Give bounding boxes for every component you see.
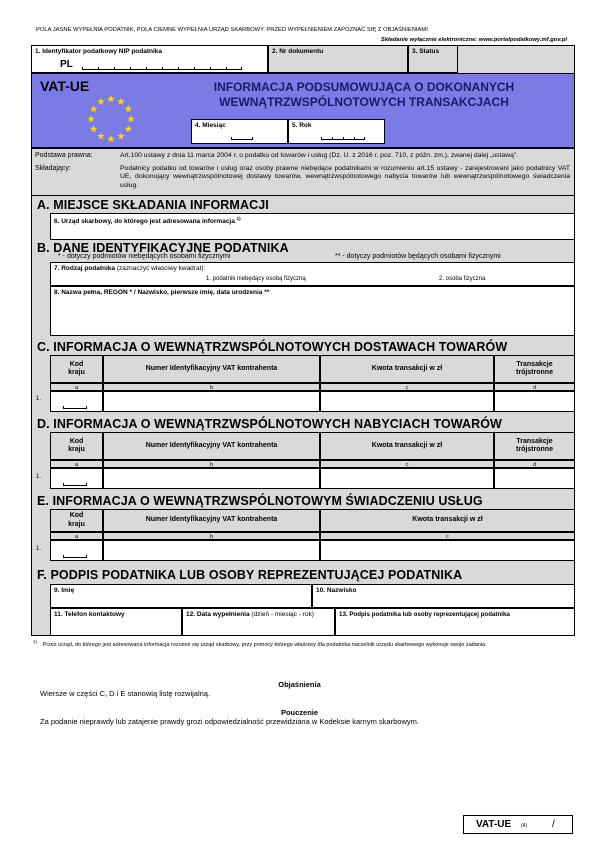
section-c-country-code[interactable]: [50, 391, 103, 412]
section-e-country-code[interactable]: [50, 540, 103, 561]
footnote: [33, 639, 573, 648]
signature-label: 13. Podpis podatnika lub osoby reprezentującej podatnika: [339, 611, 510, 618]
first-name-label: 9. Imię: [54, 587, 75, 594]
full-name-label: 8. Nazwa pełna, REGON * / Nazwisko, pierwsze imię, data urodzenia **: [54, 289, 270, 296]
eu-star-icon: [125, 125, 133, 132]
explanations-title: Objaśnienia: [278, 680, 321, 689]
eu-star-icon: [90, 105, 98, 112]
eu-star-icon: [97, 132, 105, 139]
section-b-note1: * - dotyczy podmiotów niebędących osobami fizycznymi: [58, 253, 231, 260]
nip-label: 1. Identyfikator podatkowy NIP podatnika: [35, 48, 163, 55]
month-label: 4. Miesiąc: [195, 122, 226, 129]
section-e-country-comb: [63, 555, 87, 558]
instruction-text: Za podanie nieprawdy lub zatajenie prawdy grozi odpowiedzialność przewidziana w Kodeksie karnym skarbowym.: [40, 717, 419, 726]
option-legal-entity[interactable]: 1. podatnik niebędący osobą fizyczną: [206, 276, 306, 282]
tax-office-label-text: 6. Urząd skarbowy, do którego jest adresowana informacja: [54, 218, 235, 226]
footer-version: (4): [521, 823, 528, 829]
tax-office-field[interactable]: [50, 213, 575, 240]
top-note: POLA JASNE WYPEŁNIA PODATNIK, POLA CIEMNE WYPEŁNIA URZĄD SKARBOWY. PRZED WYPEŁNIENIEM ZAPOZNAĆ SIĘ Z OBJAŚNIENIAMI: [36, 27, 428, 33]
eu-star-icon: [90, 125, 98, 132]
eu-star-icon: [107, 135, 115, 142]
section-c-letter-a: a: [50, 383, 103, 391]
basis-label: Podstawa prawna:: [35, 152, 93, 159]
form-title-line1: INFORMACJA PODSUMOWUJĄCA O DOKONANYCH: [213, 80, 515, 94]
instruction-title: Pouczenie: [280, 708, 319, 717]
section-d-vat-number[interactable]: [103, 468, 320, 489]
month-field[interactable]: [191, 119, 288, 144]
section-d-col-b: Numer Identyfikacyjny VAT kontrahenta: [103, 432, 320, 460]
year-comb: [321, 137, 365, 140]
explanations-text: Wiersze w części C, D i E stanowią listę rozwijalną.: [40, 689, 211, 698]
section-b-title: B. DANE IDENTYFIKACYJNE PODATNIKA: [37, 241, 289, 255]
section-e-col-a: Kod kraju: [50, 509, 103, 532]
footer-code: VAT-UE: [476, 819, 512, 830]
section-c-letter-c: c: [320, 383, 494, 391]
section-c-letter-b: b: [103, 383, 320, 391]
section-c-vat-number[interactable]: [103, 391, 320, 412]
full-name-field[interactable]: [50, 286, 575, 336]
option-natural-person[interactable]: 2. osoba fizyczna: [439, 276, 486, 282]
section-c-col-c: Kwota transakcji w zł: [320, 355, 494, 383]
section-d-letter-b: b: [103, 460, 320, 468]
date-label: [186, 611, 314, 618]
section-e-letter-a: a: [50, 532, 103, 540]
date-label-text: 12. Data wypełnienia: [186, 611, 250, 618]
section-f-title: F. PODPIS PODATNIKA LUB OSOBY REPREZENTUJĄCEJ PODATNIKA: [37, 568, 463, 582]
eu-star-icon: [117, 98, 125, 105]
last-name-field[interactable]: [312, 584, 575, 608]
taxpayer-type-label-text: 7. Rodzaj podatnika: [54, 265, 116, 272]
status-label: 3. Status: [412, 48, 440, 55]
title-banner: [31, 73, 575, 148]
section-e-letter-c: c: [320, 532, 575, 540]
section-d-title: D. INFORMACJA O WEWNĄTRZWSPÓLNOTOWYCH NABYCIACH TOWARÓW: [37, 417, 502, 431]
eu-star-icon: [107, 95, 115, 102]
taxpayer-type-label: [54, 265, 205, 272]
section-e-vat-number[interactable]: [103, 540, 320, 561]
basis-text: Art.100 ustawy z dnia 11 marca 2004 r. o podatku od towarów i usług (Dz. U. z 2016 r. poz. 710, z późn. zm.), zwanej dalej „ustawą”.: [120, 152, 519, 159]
section-d-letter-a: a: [50, 460, 103, 468]
document-number-label: 2. Nr dokumentu: [272, 48, 324, 55]
section-d-triangular[interactable]: [494, 468, 575, 489]
section-d-row-number: 1.: [36, 474, 42, 480]
document-number-field: [268, 45, 408, 73]
section-d-amount[interactable]: [320, 468, 494, 489]
section-d-country-comb: [63, 483, 87, 486]
legal-block: [31, 148, 575, 196]
section-e-col-b: Numer Identyfikacyjny VAT kontrahenta: [103, 509, 320, 532]
filers-text: Podatnicy podatku od towarów i usług oraz osoby prawne niebędące podatnikami w rozumieniu art.15 ustawy - zarejestrowani jako podatnicy VAT UE, dokonujący wewnątrzwspólnotowej dostawy towarów, wewnątrzwspólnotowego nabycia towarów lub wewnątrzwspólnotowego świadczenia usług.: [120, 165, 570, 189]
section-c-letter-d: d: [494, 383, 575, 391]
section-e-amount[interactable]: [320, 540, 575, 561]
section-a-title: A. MIEJSCE SKŁADANIA INFORMACJI: [37, 198, 269, 212]
taxpayer-type-hint: (zaznaczyć właściwy kwadrat):: [116, 265, 206, 272]
eu-star-icon: [117, 132, 125, 139]
eu-star-icon: [87, 115, 95, 122]
date-hint: (dzień - miesiąc - rok): [251, 611, 314, 618]
nip-prefix: PL: [60, 59, 73, 70]
section-c-title: C. INFORMACJA O WEWNĄTRZWSPÓLNOTOWYCH DOSTAWACH TOWARÓW: [37, 340, 508, 354]
tax-office-footnote-mark: 1): [236, 216, 241, 221]
section-b-note2: ** - dotyczy podmiotów będących osobami fizycznymi: [335, 253, 501, 260]
status-field: [408, 45, 458, 73]
section-d-country-code[interactable]: [50, 468, 103, 489]
section-c-col-a: Kod kraju: [50, 355, 103, 383]
month-comb: [231, 137, 253, 140]
first-name-field[interactable]: [50, 584, 312, 608]
year-label: 5. Rok: [292, 122, 312, 129]
section-c-col-b: Numer Identyfikacyjny VAT kontrahenta: [103, 355, 320, 383]
section-d-letter-c: c: [320, 460, 494, 468]
taxpayer-type-field: [50, 262, 575, 286]
section-c-triangular[interactable]: [494, 391, 575, 412]
nip-field[interactable]: [31, 45, 268, 73]
section-d-col-c: Kwota transakcji w zł: [320, 432, 494, 460]
last-name-label: 10. Nazwisko: [316, 587, 357, 594]
footnote-mark: 1): [33, 639, 38, 644]
nip-comb: [82, 67, 242, 70]
section-e-letter-b: b: [103, 532, 320, 540]
form-title-line2: WEWNĄTRZWSPÓLNOTOWYCH TRANSAKCJACH: [219, 95, 509, 109]
eu-star-icon: [127, 115, 135, 122]
phone-field[interactable]: [50, 608, 182, 636]
phone-label: 11. Telefon kontaktowy: [54, 611, 125, 618]
section-c-col-d: Transakcje trójstronne: [494, 355, 575, 383]
section-c-amount[interactable]: [320, 391, 494, 412]
section-e-row-number: 1.: [36, 546, 42, 552]
section-c-row-number: 1.: [36, 396, 42, 402]
section-d-letter-d: d: [494, 460, 575, 468]
footer-box: [463, 815, 573, 834]
tax-office-label: [54, 216, 241, 225]
year-field[interactable]: [288, 119, 385, 144]
eu-star-icon: [97, 98, 105, 105]
electronic-note: Składanie wyłącznie elektroniczne: www.portalpodatkowy.mf.gov.pl: [380, 37, 567, 43]
footnote-text: Przez urząd, do którego jest adresowana informacja rozumie się urząd skarbowy, przy pomocy którego właściwy dla podatnika naczelnik urzędu skarbowego wykonuje swoje zadania.: [42, 641, 487, 648]
section-e-title: E. INFORMACJA O WEWNĄTRZWSPÓLNOTOWYM ŚWIADCZENIU USŁUG: [37, 494, 483, 508]
eu-stars-icon: [84, 92, 138, 146]
eu-star-icon: [125, 105, 133, 112]
section-c-country-comb: [63, 406, 87, 409]
section-e-col-c: Kwota transakcji w zł: [320, 509, 575, 532]
section-d-col-d: Transakcje trójstronne: [494, 432, 575, 460]
footer-page-separator: /: [552, 819, 555, 830]
filers-label: Składający:: [35, 165, 71, 172]
section-d-col-a: Kod kraju: [50, 432, 103, 460]
form-code: VAT-UE: [40, 78, 90, 94]
date-field[interactable]: [182, 608, 335, 636]
signature-field[interactable]: [335, 608, 575, 636]
